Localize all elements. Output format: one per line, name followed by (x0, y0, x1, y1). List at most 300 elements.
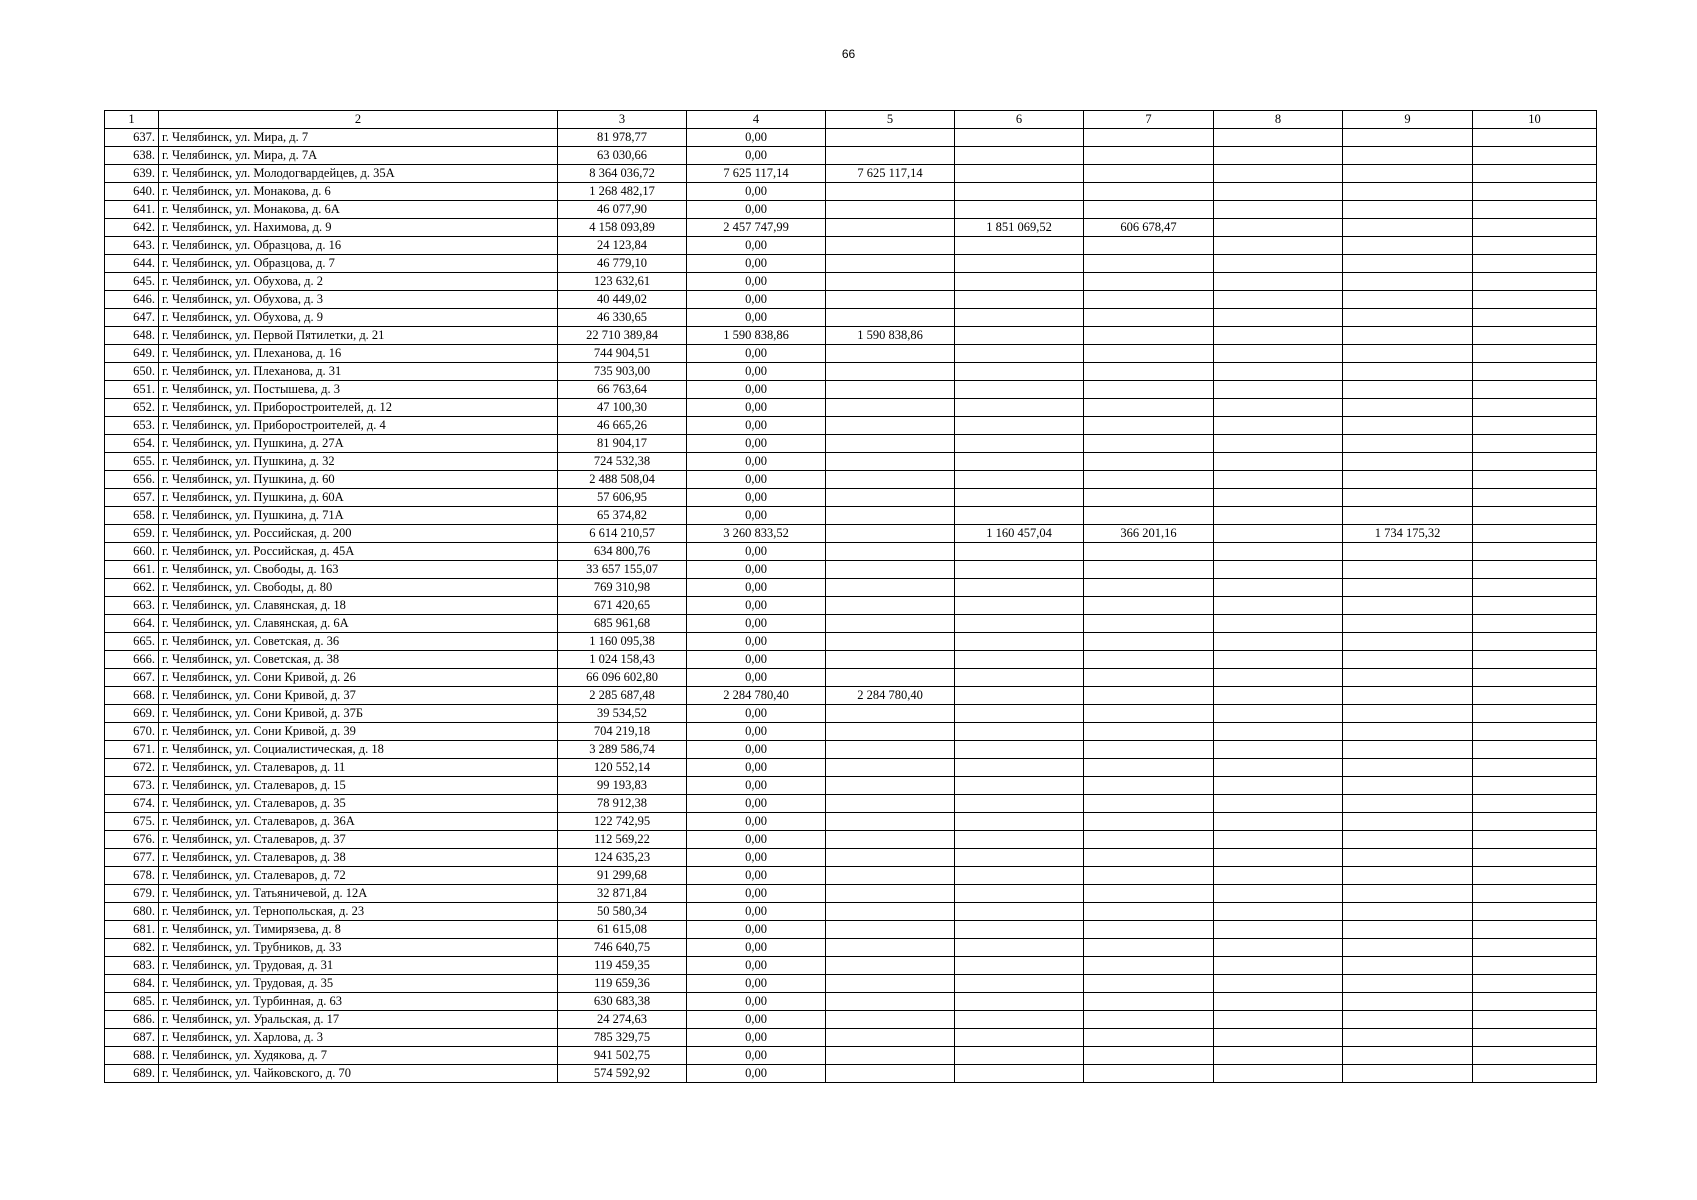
value-cell (1473, 993, 1597, 1011)
value-cell: 0,00 (687, 723, 826, 741)
value-cell (1473, 957, 1597, 975)
row-number-cell: 656. (105, 471, 159, 489)
address-cell: г. Челябинск, ул. Татьяничевой, д. 12А (159, 885, 558, 903)
value-cell (1343, 705, 1473, 723)
row-number-cell: 642. (105, 219, 159, 237)
value-cell (955, 291, 1084, 309)
table-row (105, 579, 1597, 597)
value-cell (826, 291, 955, 309)
value-cell: 57 606,95 (558, 489, 687, 507)
row-number-cell: 674. (105, 795, 159, 813)
address-cell: г. Челябинск, ул. Образцова, д. 7 (159, 255, 558, 273)
value-cell (955, 885, 1084, 903)
value-cell (1084, 651, 1214, 669)
value-cell (1084, 903, 1214, 921)
value-cell: 1 160 095,38 (558, 633, 687, 651)
value-cell (1214, 237, 1343, 255)
value-cell (955, 615, 1084, 633)
value-cell (955, 651, 1084, 669)
value-cell (826, 1047, 955, 1065)
value-cell (1473, 219, 1597, 237)
value-cell (1473, 561, 1597, 579)
value-cell (826, 417, 955, 435)
table-row (105, 669, 1597, 687)
value-cell (826, 867, 955, 885)
value-cell (826, 651, 955, 669)
value-cell: 0,00 (687, 903, 826, 921)
value-cell (826, 903, 955, 921)
value-cell (1084, 255, 1214, 273)
value-cell (1343, 615, 1473, 633)
row-number-cell: 689. (105, 1065, 159, 1083)
value-cell (955, 1047, 1084, 1065)
value-cell (1084, 1065, 1214, 1083)
value-cell (826, 1029, 955, 1047)
value-cell (1343, 795, 1473, 813)
value-cell (1214, 255, 1343, 273)
row-number-cell: 643. (105, 237, 159, 255)
value-cell (1473, 399, 1597, 417)
address-cell: г. Челябинск, ул. Уральская, д. 17 (159, 1011, 558, 1029)
value-cell (1343, 939, 1473, 957)
value-cell (955, 165, 1084, 183)
value-cell (955, 345, 1084, 363)
value-cell: 0,00 (687, 561, 826, 579)
value-cell (1473, 705, 1597, 723)
value-cell (826, 723, 955, 741)
value-cell (1473, 543, 1597, 561)
value-cell (826, 705, 955, 723)
value-cell: 63 030,66 (558, 147, 687, 165)
table-row (105, 939, 1597, 957)
value-cell: 0,00 (687, 345, 826, 363)
row-number-cell: 645. (105, 273, 159, 291)
row-number-cell: 654. (105, 435, 159, 453)
value-cell (955, 399, 1084, 417)
value-cell: 33 657 155,07 (558, 561, 687, 579)
value-cell (955, 561, 1084, 579)
value-cell: 8 364 036,72 (558, 165, 687, 183)
value-cell (955, 309, 1084, 327)
value-cell (1473, 885, 1597, 903)
value-cell: 47 100,30 (558, 399, 687, 417)
value-cell (1084, 975, 1214, 993)
value-cell (1473, 255, 1597, 273)
value-cell: 0,00 (687, 795, 826, 813)
value-cell (1084, 885, 1214, 903)
value-cell (1214, 957, 1343, 975)
row-number-cell: 657. (105, 489, 159, 507)
value-cell (1343, 831, 1473, 849)
value-cell (826, 543, 955, 561)
table-row (105, 165, 1597, 183)
table-row (105, 597, 1597, 615)
value-cell (826, 849, 955, 867)
value-cell: 941 502,75 (558, 1047, 687, 1065)
value-cell: 0,00 (687, 993, 826, 1011)
value-cell: 0,00 (687, 183, 826, 201)
page-number: 66 (841, 47, 856, 61)
value-cell (1343, 165, 1473, 183)
value-cell (955, 183, 1084, 201)
address-cell: г. Челябинск, ул. Приборостроителей, д. 4 (159, 417, 558, 435)
column-header: 3 (558, 111, 687, 129)
value-cell (1343, 183, 1473, 201)
value-cell (955, 507, 1084, 525)
value-cell (1214, 309, 1343, 327)
value-cell (1343, 417, 1473, 435)
row-number-cell: 669. (105, 705, 159, 723)
value-cell: 78 912,38 (558, 795, 687, 813)
row-number-cell: 686. (105, 1011, 159, 1029)
value-cell: 61 615,08 (558, 921, 687, 939)
value-cell (1343, 435, 1473, 453)
value-cell: 0,00 (687, 1011, 826, 1029)
value-cell (826, 1011, 955, 1029)
value-cell (955, 939, 1084, 957)
value-cell (1084, 201, 1214, 219)
value-cell (955, 759, 1084, 777)
value-cell: 2 284 780,40 (687, 687, 826, 705)
column-header: 8 (1214, 111, 1343, 129)
value-cell: 99 193,83 (558, 777, 687, 795)
value-cell: 119 659,36 (558, 975, 687, 993)
value-cell (955, 903, 1084, 921)
value-cell (1473, 867, 1597, 885)
value-cell (1473, 381, 1597, 399)
table-row (105, 417, 1597, 435)
table-row (105, 813, 1597, 831)
table-row (105, 507, 1597, 525)
value-cell (1214, 201, 1343, 219)
table-row (105, 759, 1597, 777)
table-row (105, 777, 1597, 795)
value-cell (955, 741, 1084, 759)
value-cell (1084, 453, 1214, 471)
value-cell (1343, 1047, 1473, 1065)
value-cell (1343, 813, 1473, 831)
value-cell (1214, 399, 1343, 417)
value-cell: 0,00 (687, 237, 826, 255)
address-cell: г. Челябинск, ул. Сони Кривой, д. 37 (159, 687, 558, 705)
address-cell: г. Челябинск, ул. Свободы, д. 80 (159, 579, 558, 597)
value-cell: 0,00 (687, 831, 826, 849)
address-cell: г. Челябинск, ул. Сталеваров, д. 11 (159, 759, 558, 777)
value-cell (1214, 651, 1343, 669)
value-cell (826, 633, 955, 651)
address-cell: г. Челябинск, ул. Монакова, д. 6 (159, 183, 558, 201)
value-cell (955, 597, 1084, 615)
value-cell (1084, 705, 1214, 723)
value-cell (826, 381, 955, 399)
value-cell (955, 363, 1084, 381)
value-cell: 0,00 (687, 705, 826, 723)
value-cell (1214, 1011, 1343, 1029)
row-number-cell: 687. (105, 1029, 159, 1047)
value-cell (1214, 723, 1343, 741)
row-number-cell: 688. (105, 1047, 159, 1065)
value-cell (1214, 561, 1343, 579)
value-cell (1343, 201, 1473, 219)
row-number-cell: 646. (105, 291, 159, 309)
value-cell (1084, 867, 1214, 885)
address-cell: г. Челябинск, ул. Трудовая, д. 35 (159, 975, 558, 993)
address-cell: г. Челябинск, ул. Пушкина, д. 60А (159, 489, 558, 507)
value-cell: 634 800,76 (558, 543, 687, 561)
value-cell: 0,00 (687, 1047, 826, 1065)
value-cell (1473, 1047, 1597, 1065)
row-number-cell: 685. (105, 993, 159, 1011)
row-number-cell: 649. (105, 345, 159, 363)
value-cell (826, 489, 955, 507)
address-cell: г. Челябинск, ул. Сталеваров, д. 72 (159, 867, 558, 885)
address-cell: г. Челябинск, ул. Российская, д. 45А (159, 543, 558, 561)
table-row (105, 363, 1597, 381)
row-number-cell: 640. (105, 183, 159, 201)
value-cell (1343, 759, 1473, 777)
value-cell (1084, 723, 1214, 741)
value-cell (955, 1011, 1084, 1029)
header-row (105, 111, 1597, 129)
value-cell (1473, 687, 1597, 705)
value-cell: 606 678,47 (1084, 219, 1214, 237)
value-cell (1214, 759, 1343, 777)
table-row (105, 255, 1597, 273)
value-cell (1343, 471, 1473, 489)
value-cell (1084, 147, 1214, 165)
value-cell (1473, 435, 1597, 453)
row-number-cell: 666. (105, 651, 159, 669)
address-cell: г. Челябинск, ул. Социалистическая, д. 18 (159, 741, 558, 759)
row-number-cell: 653. (105, 417, 159, 435)
value-cell (826, 147, 955, 165)
address-cell: г. Челябинск, ул. Постышева, д. 3 (159, 381, 558, 399)
value-cell (1084, 309, 1214, 327)
value-cell (1473, 849, 1597, 867)
value-cell (1343, 543, 1473, 561)
value-cell: 40 449,02 (558, 291, 687, 309)
value-cell (1084, 687, 1214, 705)
address-cell: г. Челябинск, ул. Советская, д. 36 (159, 633, 558, 651)
value-cell (1473, 363, 1597, 381)
value-cell (826, 453, 955, 471)
row-number-cell: 664. (105, 615, 159, 633)
row-number-cell: 682. (105, 939, 159, 957)
value-cell (955, 993, 1084, 1011)
value-cell (1473, 669, 1597, 687)
table-row (105, 435, 1597, 453)
value-cell: 1 268 482,17 (558, 183, 687, 201)
value-cell (1343, 489, 1473, 507)
address-cell: г. Челябинск, ул. Обухова, д. 3 (159, 291, 558, 309)
table-row (105, 309, 1597, 327)
value-cell: 0,00 (687, 381, 826, 399)
table-row (105, 1047, 1597, 1065)
value-cell (826, 435, 955, 453)
value-cell (955, 831, 1084, 849)
table-row (105, 921, 1597, 939)
value-cell: 120 552,14 (558, 759, 687, 777)
address-cell: г. Челябинск, ул. Сталеваров, д. 38 (159, 849, 558, 867)
value-cell (955, 849, 1084, 867)
value-cell (1343, 309, 1473, 327)
value-cell (1473, 795, 1597, 813)
table-row (105, 849, 1597, 867)
table-row (105, 453, 1597, 471)
value-cell: 3 260 833,52 (687, 525, 826, 543)
table-row (105, 723, 1597, 741)
value-cell (1473, 633, 1597, 651)
value-cell: 0,00 (687, 543, 826, 561)
value-cell (1343, 579, 1473, 597)
table-header (105, 111, 1597, 129)
value-cell: 39 534,52 (558, 705, 687, 723)
value-cell: 1 851 069,52 (955, 219, 1084, 237)
row-number-cell: 659. (105, 525, 159, 543)
table-body (105, 129, 1597, 1083)
table-row (105, 525, 1597, 543)
value-cell (1343, 867, 1473, 885)
value-cell (1214, 741, 1343, 759)
address-cell: г. Челябинск, ул. Худякова, д. 7 (159, 1047, 558, 1065)
value-cell (1084, 1011, 1214, 1029)
address-cell: г. Челябинск, ул. Пушкина, д. 32 (159, 453, 558, 471)
value-cell: 50 580,34 (558, 903, 687, 921)
value-cell (1084, 669, 1214, 687)
value-cell (955, 777, 1084, 795)
value-cell (826, 975, 955, 993)
address-cell: г. Челябинск, ул. Трудовая, д. 31 (159, 957, 558, 975)
value-cell (1084, 345, 1214, 363)
address-cell: г. Челябинск, ул. Сталеваров, д. 36А (159, 813, 558, 831)
value-cell: 32 871,84 (558, 885, 687, 903)
value-cell (1214, 147, 1343, 165)
value-cell (826, 759, 955, 777)
value-cell (826, 741, 955, 759)
value-cell (955, 417, 1084, 435)
row-number-cell: 681. (105, 921, 159, 939)
value-cell (1214, 489, 1343, 507)
value-cell (1343, 633, 1473, 651)
address-cell: г. Челябинск, ул. Обухова, д. 9 (159, 309, 558, 327)
row-number-cell: 677. (105, 849, 159, 867)
table-row (105, 543, 1597, 561)
value-cell (1214, 687, 1343, 705)
value-cell: 2 488 508,04 (558, 471, 687, 489)
value-cell: 0,00 (687, 309, 826, 327)
column-header: 6 (955, 111, 1084, 129)
value-cell (1343, 651, 1473, 669)
row-number-cell: 668. (105, 687, 159, 705)
value-cell (955, 129, 1084, 147)
value-cell (1214, 795, 1343, 813)
value-cell (1214, 597, 1343, 615)
value-cell (1084, 849, 1214, 867)
value-cell (1473, 129, 1597, 147)
value-cell (1214, 903, 1343, 921)
value-cell (826, 597, 955, 615)
value-cell (1473, 741, 1597, 759)
value-cell (1343, 1029, 1473, 1047)
value-cell: 0,00 (687, 669, 826, 687)
value-cell (826, 939, 955, 957)
value-cell (1084, 129, 1214, 147)
value-cell (1473, 615, 1597, 633)
row-number-cell: 652. (105, 399, 159, 417)
address-cell: г. Челябинск, ул. Трубников, д. 33 (159, 939, 558, 957)
value-cell: 0,00 (687, 147, 826, 165)
value-cell (1473, 165, 1597, 183)
table-row (105, 651, 1597, 669)
value-cell (1473, 201, 1597, 219)
address-cell: г. Челябинск, ул. Пушкина, д. 71А (159, 507, 558, 525)
table-row (105, 471, 1597, 489)
table-row (105, 1011, 1597, 1029)
value-cell: 630 683,38 (558, 993, 687, 1011)
value-cell (1473, 273, 1597, 291)
value-cell (826, 579, 955, 597)
value-cell (826, 399, 955, 417)
value-cell (1214, 921, 1343, 939)
address-cell: г. Челябинск, ул. Мира, д. 7А (159, 147, 558, 165)
value-cell (1473, 831, 1597, 849)
value-cell: 704 219,18 (558, 723, 687, 741)
row-number-cell: 679. (105, 885, 159, 903)
value-cell (1473, 651, 1597, 669)
value-cell (1473, 453, 1597, 471)
value-cell (1084, 777, 1214, 795)
value-cell (1214, 993, 1343, 1011)
address-cell: г. Челябинск, ул. Чайковского, д. 70 (159, 1065, 558, 1083)
row-number-cell: 644. (105, 255, 159, 273)
value-cell (955, 957, 1084, 975)
value-cell: 0,00 (687, 939, 826, 957)
address-cell: г. Челябинск, ул. Пушкина, д. 60 (159, 471, 558, 489)
row-number-cell: 662. (105, 579, 159, 597)
value-cell (1084, 327, 1214, 345)
value-cell: 0,00 (687, 291, 826, 309)
value-cell (1343, 147, 1473, 165)
value-cell (1214, 291, 1343, 309)
value-cell (1084, 759, 1214, 777)
value-cell: 1 590 838,86 (687, 327, 826, 345)
value-cell (955, 147, 1084, 165)
table-row (105, 993, 1597, 1011)
value-cell (1343, 957, 1473, 975)
value-cell: 0,00 (687, 921, 826, 939)
value-cell (1343, 723, 1473, 741)
value-cell (1473, 1065, 1597, 1083)
row-number-cell: 680. (105, 903, 159, 921)
value-cell (1473, 1029, 1597, 1047)
value-cell (1214, 867, 1343, 885)
address-cell: г. Челябинск, ул. Мира, д. 7 (159, 129, 558, 147)
table-row (105, 327, 1597, 345)
value-cell: 744 904,51 (558, 345, 687, 363)
value-cell: 0,00 (687, 471, 826, 489)
table-row (105, 489, 1597, 507)
value-cell: 1 590 838,86 (826, 327, 955, 345)
value-cell (1214, 1065, 1343, 1083)
value-cell: 3 289 586,74 (558, 741, 687, 759)
address-cell: г. Челябинск, ул. Плеханова, д. 31 (159, 363, 558, 381)
value-cell: 1 024 158,43 (558, 651, 687, 669)
value-cell (1473, 147, 1597, 165)
value-cell (1473, 237, 1597, 255)
value-cell (1084, 291, 1214, 309)
value-cell: 81 978,77 (558, 129, 687, 147)
value-cell (826, 471, 955, 489)
